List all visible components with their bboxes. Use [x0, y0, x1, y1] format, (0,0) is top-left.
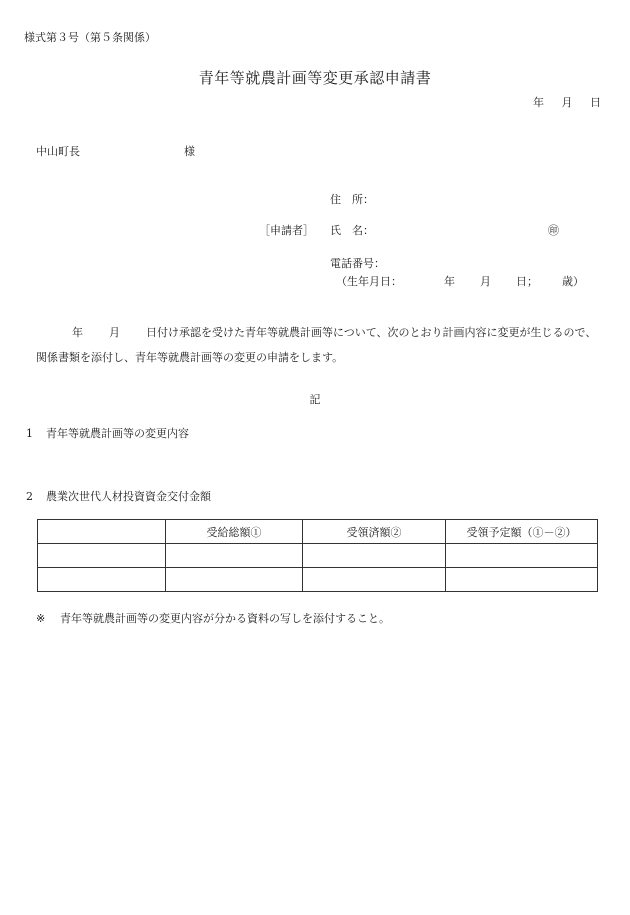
- table-header-total-received: 受給総額①: [166, 520, 303, 544]
- table-cell[interactable]: [166, 544, 303, 568]
- date-month-label: 月: [561, 96, 573, 109]
- section-2-number: 2: [26, 490, 33, 503]
- applicant-birthdate: [336, 273, 584, 289]
- document-title: 青年等就農計画等変更承認申請書: [198, 69, 432, 87]
- applicant-name-label: 氏 名：: [330, 224, 374, 237]
- table-cell[interactable]: [38, 568, 166, 592]
- dob-open-label: （生年月日：: [336, 275, 402, 288]
- table-cell[interactable]: [303, 544, 446, 568]
- note-mark: ※: [36, 612, 46, 625]
- section-1-heading: [26, 425, 189, 441]
- section-1-title: 青年等就農計画等の変更内容: [46, 427, 189, 440]
- table-cell[interactable]: [446, 568, 598, 592]
- body-year-label: 年: [72, 326, 83, 339]
- body-text: 日付け承認を受けた青年等就農計画等について、次のとおり計画内容に変更が生じるので、関係書類を添付し、青年等就農計画等の変更の申請をします。: [36, 326, 597, 364]
- applicant-address-label: 住 所：: [330, 193, 374, 206]
- attachment-note: [36, 610, 390, 626]
- applicant-tag: ［申請者］: [259, 224, 314, 237]
- table-header-already-received: 受領済額②: [303, 520, 446, 544]
- section-1-number: 1: [26, 427, 33, 440]
- section-2-heading: [26, 488, 211, 504]
- dob-year-label: 年: [444, 275, 455, 288]
- table-cell[interactable]: [38, 544, 166, 568]
- table-cell[interactable]: [166, 568, 303, 592]
- table-cell[interactable]: [303, 568, 446, 592]
- dob-month-label: 月: [480, 275, 491, 288]
- body-paragraph: [36, 320, 606, 370]
- date-day-label: 日: [590, 96, 601, 109]
- addressee-suffix: 様: [184, 145, 195, 158]
- section-2-title: 農業次世代人材投資資金交付金額: [46, 490, 211, 503]
- grant-amount-table: [37, 519, 598, 592]
- dob-day-label: 日；: [516, 275, 538, 288]
- table-cell[interactable]: [446, 544, 598, 568]
- table-header-scheduled-receipt: 受領予定額（①－②）: [446, 520, 598, 544]
- ki-heading: 記: [309, 393, 321, 406]
- form-number: 様式第３号（第５条関係）: [24, 31, 156, 44]
- table-row: [38, 544, 598, 568]
- table-header-row: [38, 520, 598, 544]
- seal-mark: ㊞: [548, 224, 559, 237]
- addressee-name: 中山町長: [36, 145, 80, 158]
- date-line: [533, 94, 601, 110]
- table-row: [38, 568, 598, 592]
- applicant-phone-label: 電話番号：: [330, 257, 385, 270]
- dob-age-label: 歳）: [562, 275, 584, 288]
- note-text: 青年等就農計画等の変更内容が分かる資料の写しを添付すること。: [60, 612, 390, 625]
- date-year-label: 年: [533, 96, 544, 109]
- body-month-label: 月: [109, 326, 120, 339]
- addressee: [36, 143, 195, 159]
- table-header-blank: [38, 520, 166, 544]
